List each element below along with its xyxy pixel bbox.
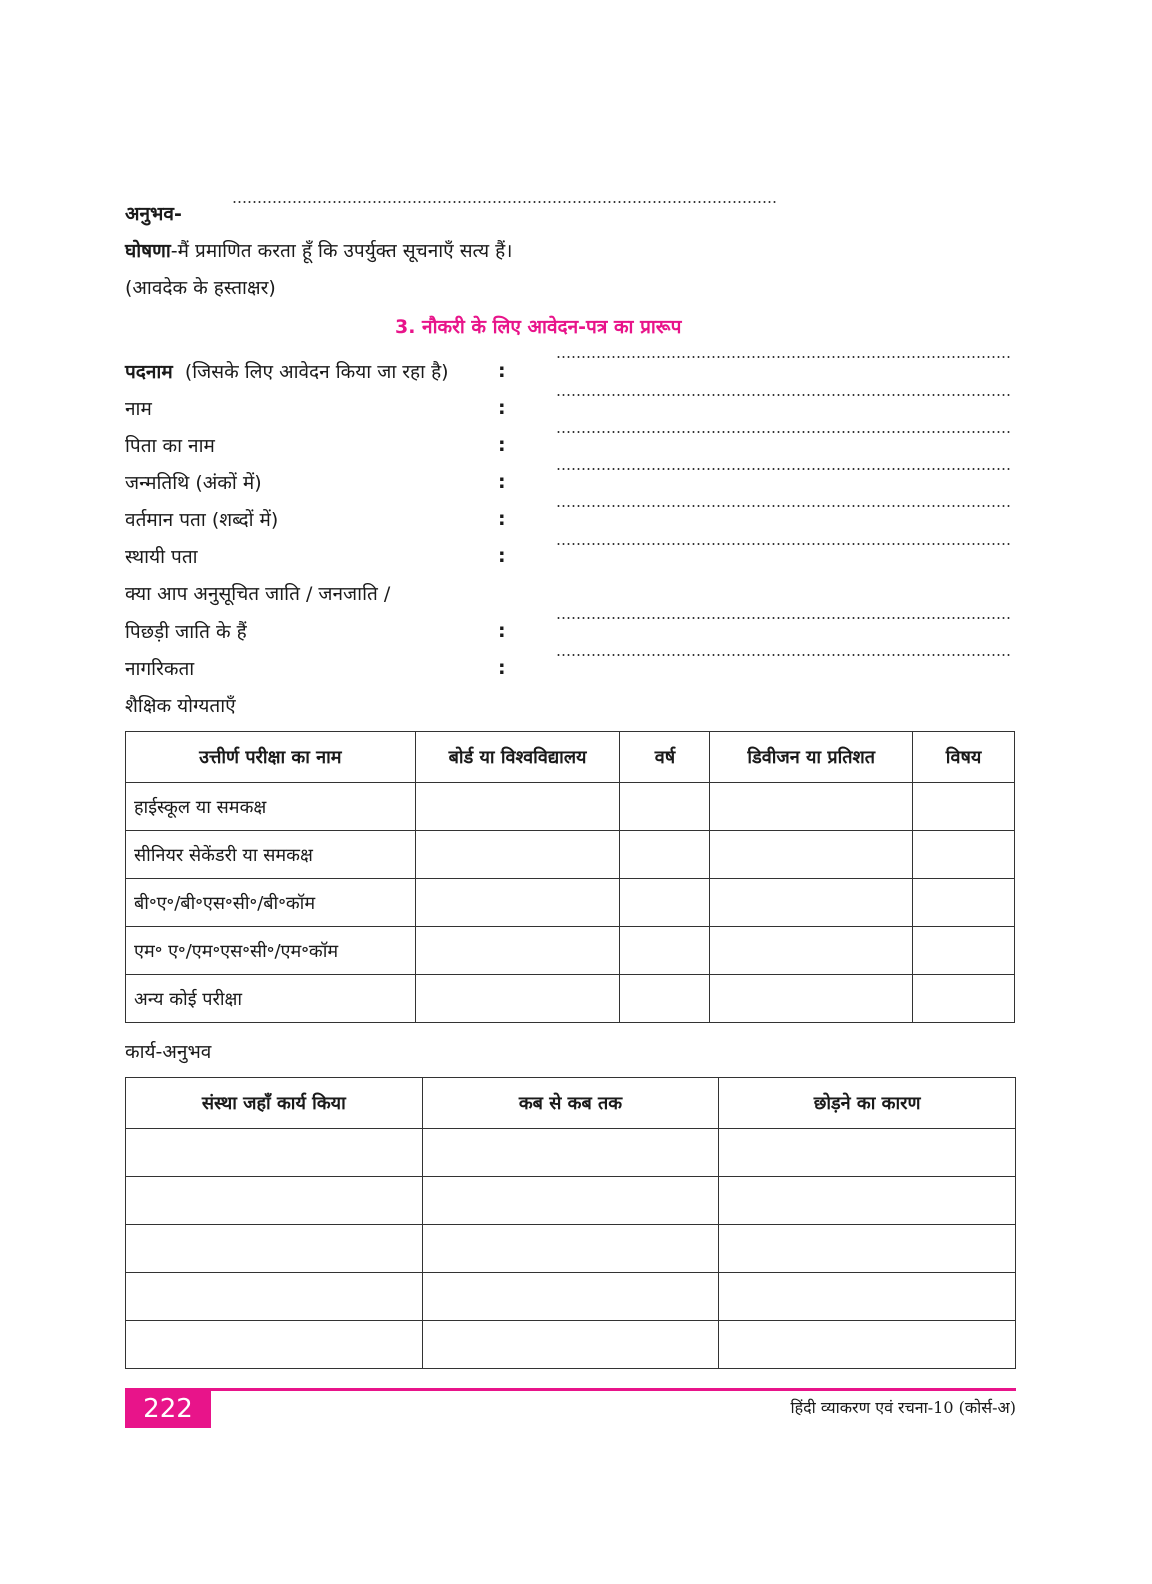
input-cell[interactable] <box>719 1225 1016 1273</box>
table-row <box>126 1129 1016 1177</box>
input-cell[interactable] <box>710 927 913 975</box>
colon: : <box>498 471 506 493</box>
table-row <box>126 1177 1016 1225</box>
table-row <box>126 927 1015 975</box>
input-cell[interactable] <box>710 783 913 831</box>
field-post-bold: पदनाम <box>125 361 173 383</box>
section-title: 3. नौकरी के लिए आवेदन-पत्र का प्रारूप <box>395 316 682 338</box>
field-permanent-address: स्थायी पता <box>125 546 198 568</box>
input-cell[interactable] <box>710 879 913 927</box>
input-cell[interactable] <box>620 783 710 831</box>
footer-divider <box>125 1388 1016 1391</box>
input-cell[interactable] <box>620 927 710 975</box>
field-dob: जन्मतिथि (अंकों में) <box>125 472 262 494</box>
declaration-bold: घोषणा <box>125 240 171 262</box>
input-cell[interactable] <box>415 927 620 975</box>
exam-name-cell: सीनियर सेकेंडरी या समकक्ष <box>126 831 416 879</box>
colon: : <box>498 434 506 456</box>
table-row <box>126 783 1015 831</box>
work-table <box>125 1077 1016 1369</box>
table-row <box>126 1225 1016 1273</box>
input-cell[interactable] <box>620 879 710 927</box>
input-cell[interactable] <box>126 1225 423 1273</box>
work-experience-label: कार्य-अनुभव <box>125 1041 212 1063</box>
experience-label: अनुभव- <box>125 203 182 225</box>
education-header-row <box>126 732 1015 783</box>
table-row <box>126 1321 1016 1369</box>
field-caste-line1: क्या आप अनुसूचित जाति / जनजाति / <box>125 583 391 605</box>
exam-name-cell: बी॰ए॰/बी॰एस॰सी॰/बी॰कॉम <box>126 879 416 927</box>
colon: : <box>498 397 506 419</box>
input-cell[interactable] <box>415 879 620 927</box>
table-row <box>126 831 1015 879</box>
experience-dotted-line[interactable] <box>232 201 777 203</box>
input-cell[interactable] <box>719 1177 1016 1225</box>
field-father: पिता का नाम <box>125 435 215 457</box>
caste-dotted-line[interactable] <box>556 617 1010 619</box>
dob-dotted-line[interactable] <box>556 468 1010 470</box>
education-table <box>125 731 1015 1023</box>
work-header-row <box>126 1078 1016 1129</box>
input-cell[interactable] <box>422 1321 719 1369</box>
input-cell[interactable] <box>710 975 913 1023</box>
input-cell[interactable] <box>415 975 620 1023</box>
field-current-address: वर्तमान पता (शब्दों में) <box>125 509 279 531</box>
declaration <box>125 237 512 263</box>
header-board: बोर्ड या विश्वविद्यालय <box>415 732 620 783</box>
declaration-text: -मैं प्रमाणित करता हूँ कि उपर्युक्त सूचनाएँ सत्य हैं। <box>170 240 513 262</box>
table-row <box>126 1273 1016 1321</box>
table-row <box>126 975 1015 1023</box>
input-cell[interactable] <box>126 1321 423 1369</box>
header-division: डिवीजन या प्रतिशत <box>710 732 913 783</box>
header-exam-name: उत्तीर्ण परीक्षा का नाम <box>126 732 416 783</box>
input-cell[interactable] <box>422 1273 719 1321</box>
input-cell[interactable] <box>913 879 1015 927</box>
input-cell[interactable] <box>710 831 913 879</box>
input-cell[interactable] <box>913 927 1015 975</box>
current-address-dotted-line[interactable] <box>556 505 1010 507</box>
input-cell[interactable] <box>620 975 710 1023</box>
input-cell[interactable] <box>913 831 1015 879</box>
input-cell[interactable] <box>422 1225 719 1273</box>
page-number: 222 <box>125 1390 211 1428</box>
input-cell[interactable] <box>719 1321 1016 1369</box>
input-cell[interactable] <box>415 831 620 879</box>
education-label: शैक्षिक योग्यताएँ <box>125 695 236 717</box>
input-cell[interactable] <box>719 1273 1016 1321</box>
field-citizenship: नागरिकता <box>125 658 195 680</box>
input-cell[interactable] <box>422 1129 719 1177</box>
table-row <box>126 879 1015 927</box>
input-cell[interactable] <box>719 1129 1016 1177</box>
permanent-address-dotted-line[interactable] <box>556 543 1010 545</box>
exam-name-cell: अन्य कोई परीक्षा <box>126 975 416 1023</box>
header-subject: विषय <box>913 732 1015 783</box>
exam-name-cell: हाईस्कूल या समकक्ष <box>126 783 416 831</box>
father-dotted-line[interactable] <box>556 431 1010 433</box>
input-cell[interactable] <box>913 783 1015 831</box>
input-cell[interactable] <box>415 783 620 831</box>
signature-label: (आवदेक के हस्ताक्षर) <box>125 277 276 299</box>
field-caste-line2: पिछड़ी जाति के हैं <box>125 621 247 643</box>
exam-name-cell: एम॰ ए॰/एम॰एस॰सी॰/एम॰कॉम <box>126 927 416 975</box>
input-cell[interactable] <box>422 1177 719 1225</box>
field-post-rest: (जिसके लिए आवेदन किया जा रहा है) <box>184 361 449 383</box>
colon: : <box>498 360 506 382</box>
input-cell[interactable] <box>126 1177 423 1225</box>
colon: : <box>498 657 506 679</box>
header-organization: संस्था जहाँ कार्य किया <box>126 1078 423 1129</box>
colon: : <box>498 508 506 530</box>
post-dotted-line[interactable] <box>556 356 1010 358</box>
book-title: हिंदी व्याकरण एवं रचना-10 (कोर्स-अ) <box>790 1398 1016 1417</box>
colon: : <box>498 620 506 642</box>
citizenship-dotted-line[interactable] <box>556 654 1010 656</box>
input-cell[interactable] <box>126 1129 423 1177</box>
header-duration: कब से कब तक <box>422 1078 719 1129</box>
field-post <box>125 358 449 384</box>
header-year: वर्ष <box>620 732 710 783</box>
colon: : <box>498 545 506 567</box>
field-name: नाम <box>125 398 152 420</box>
input-cell[interactable] <box>126 1273 423 1321</box>
name-dotted-line[interactable] <box>556 394 1010 396</box>
input-cell[interactable] <box>620 831 710 879</box>
input-cell[interactable] <box>913 975 1015 1023</box>
header-reason: छोड़ने का कारण <box>719 1078 1016 1129</box>
